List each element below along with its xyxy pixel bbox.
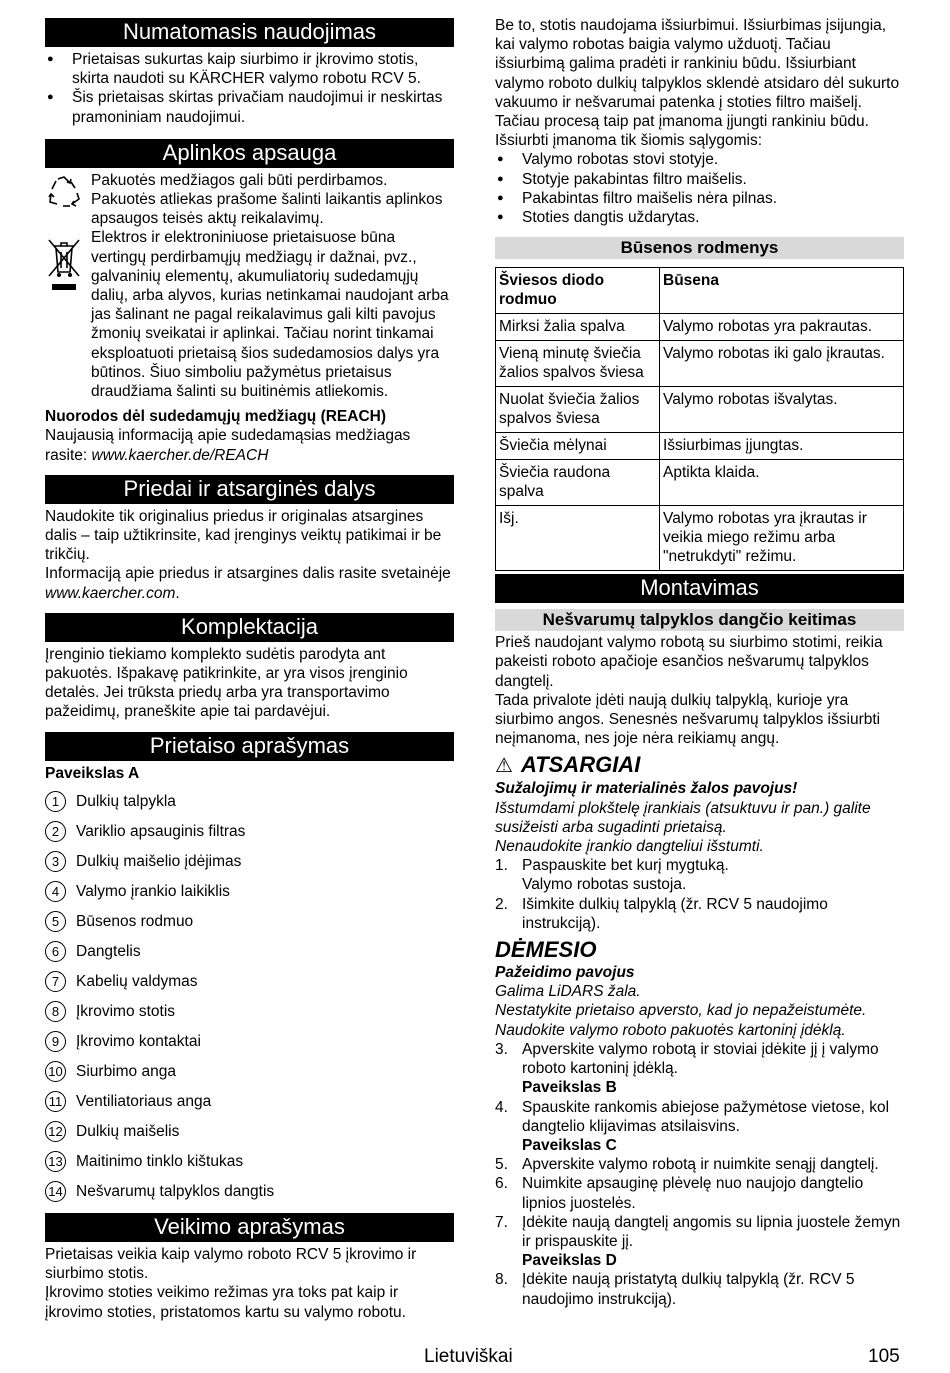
step-text: Įdėkite naują pristatytą dulkių talpyklą (žr. RCV 5 naudojimo instrukciją). [522,1271,855,1308]
section-title-status-display: Būsenos rodmenys [495,237,904,259]
suction-text-1: Be to, stotis naudojama išsiurbimui. Išsiurbimas įsijungia, kai valymo robotas baigia valymo užduotį. Tačiau išsiurbimą galima pradėti ir rankiniu būdu. Išsiurbiant valymo roboto dulkių talpyklos sklendė atsidaro dėl sukurto vakuumo ir nešvarumai patenka į stoties filtro maišelį. [495,17,900,111]
figure-label: Paveikslas B [522,1079,617,1097]
step-item [495,1098,904,1156]
accessories-text-2: Informaciją apie priedus ir atsargines dalis rasite svetainėje www.kaercher.com. [45,565,451,602]
page-number: 105 [868,1346,900,1367]
section-title-function: Veikimo aprašymas [45,1213,454,1242]
list-item: ● Šis prietaisas skirtas privačiam naudojimui ir neskirtas pramoniniam naudojimui. [45,88,454,126]
table-cell: Šviečia raudona spalva [496,460,660,506]
table-cell: Valymo robotas yra įkrautas ir veikia miego režimu arba "netrukdyti" režimu. [660,506,904,571]
caution-heading: ⚠ ATSARGIAI [495,752,641,778]
step-number: 7. [495,1213,508,1231]
item-number-badge: 14 [45,1181,66,1202]
table-row [496,433,904,460]
table-cell: Mirksi žalia spalva [496,314,660,341]
caution-text-1: Išstumdami plokštelę įrankiais (atsuktuvu ir pan.) galite susižeisti arba sugadinti prietaisą. [495,799,871,836]
component-item [45,847,454,877]
suction-text-2: Tačiau procesą taip pat įmanoma įjungti rankiniu būdu. Išsiurbti įmanoma tik šiomis sąlygomis: [495,113,869,150]
table-header-row [496,268,904,314]
footer-language: Lietuviškai [424,1346,513,1367]
component-item [45,1057,454,1087]
conditions-list [495,150,904,227]
component-label: Valymo įrankio laikiklis [76,883,230,901]
step-result: Valymo robotas sustoja. [522,876,687,894]
step-number: 3. [495,1040,508,1058]
item-number-badge: 3 [45,851,66,872]
list-item: ● Stotyje pakabintas filtro maišelis. [495,170,904,189]
component-item [45,1117,454,1147]
item-number-badge: 6 [45,941,66,962]
list-item: ● Stoties dangtis uždarytas. [495,208,904,227]
steps-list-a [495,856,904,933]
item-number-badge: 1 [45,791,66,812]
component-label: Įkrovimo kontaktai [76,1033,201,1051]
table-row [496,387,904,433]
component-item [45,1087,454,1117]
step-item [495,895,904,933]
step-item [495,1174,904,1212]
table-cell: Valymo robotas yra pakrautas. [660,314,904,341]
left-column [45,16,454,1322]
component-list [45,787,454,1207]
step-item [495,1155,904,1174]
step-text: Paspauskite bet kurį mygtuką. [522,857,729,875]
reach-link[interactable]: www.kaercher.de/REACH [91,446,269,464]
figure-label: Paveikslas A [45,764,140,782]
notice-text-2: Nestatykite prietaiso apversto, kad jo nepažeistumėte. Naudokite valymo roboto pakuotės kartoninį įdėklą. [495,1002,867,1039]
component-label: Dulkių talpykla [76,793,176,811]
notice-subtitle: Pažeidimo pavojus [495,964,635,982]
function-text-2: Įkrovimo stoties veikimo režimas yra toks pat kaip ir įkrovimo stoties, pristatomos kartu su valymo robotu. [45,1284,406,1321]
table-cell: Valymo robotas iki galo įkrautas. [660,341,904,387]
weee-row [45,228,454,401]
kaercher-link[interactable]: www.kaercher.com [45,584,176,602]
item-number-badge: 9 [45,1031,66,1052]
step-number: 8. [495,1271,508,1289]
table-cell: Išsiurbimas įjungtas. [660,433,904,460]
scope-text: Įrenginio tiekiamo komplekto sudėtis parodyta ant pakuotės. Išpakavę patikrinkite, ar yra visos įrenginio detalės. Jei trūksta priedų arba yra transportavimo pažeidimų, praneškite apie tai pardavėjui. [45,645,408,721]
status-table [495,267,904,571]
section-title-intended-use: Numatomasis naudojimas [45,18,454,47]
component-label: Dulkių maišelio įdėjimas [76,853,242,871]
item-number-badge: 5 [45,911,66,932]
table-cell: Aptikta klaida. [660,460,904,506]
item-number-badge: 2 [45,821,66,842]
list-item: ● Valymo robotas stovi stotyje. [495,150,904,169]
section-title-installation: Montavimas [495,574,904,603]
item-number-badge: 10 [45,1061,66,1082]
item-number-badge: 11 [45,1091,66,1112]
component-label: Dangtelis [76,943,141,961]
table-header-cell: Šviesos diodo rodmuo [496,268,660,314]
notice-text-1: Galima LiDARS žala. [495,983,641,1001]
weee-text: Elektros ir elektroniniuose prietaisuose būna vertingų perdirbamųjų medžiagų ir dažnai, pvz., galvaninių elementų, akumuliatorių sudedamųjų dalių, arba alyvos, kurias netinkamai naudojant arba jas šalinant ne pagal reikalavimus gali kilti pavojus žmonių sveikatai ir aplinkai. Tačiau norint tinkamai eksploatuoti prietaisą šios sudedamosios dalys yra būtinos. Šiuo simboliu pažymėtus prietaisus draudžiama šalinti su buitinėmis atliekomis. [91,229,449,401]
step-number: 6. [495,1175,508,1193]
intended-use-list [45,50,454,127]
recycling-icon [45,173,83,216]
table-cell: Nuolat šviečia žalios spalvos šviesa [496,387,660,433]
component-label: Variklio apsauginis filtras [76,823,246,841]
step-text: Spauskite rankomis abiejose pažymėtose vietose, kol dangtelio klijavimas atsilaisvins. [522,1098,890,1135]
accessories-text-1: Naudokite tik originalius priedus ir originalas atsargines dalis – taip užtikrinsite, kad įrenginys veiktų patikimai ir be trikčių. [45,507,442,564]
caution-text-2: Nenaudokite įrankio dangteliui išstumti. [495,838,764,856]
component-item [45,1147,454,1177]
step-item [495,1213,904,1271]
component-item [45,937,454,967]
right-column [495,16,904,1309]
table-cell: Išj. [496,506,660,571]
function-text-1: Prietaisas veikia kaip valymo roboto RCV 5 įkrovimo ir siurbimo stotis. [45,1245,417,1283]
component-label: Kabelių valdymas [76,973,198,991]
table-row [496,460,904,506]
table-cell: Vieną minutę šviečia žalios spalvos šviesa [496,341,660,387]
step-item [495,856,904,894]
step-number: 4. [495,1098,508,1116]
section-title-device-description: Prietaiso aprašymas [45,732,454,761]
component-item [45,817,454,847]
notice-heading: DĖMESIO [495,937,597,963]
component-label: Maitinimo tinklo kištukas [76,1153,244,1171]
step-text: Nuimkite apsauginę plėvelę nuo naujojo dangtelio lipnios juostelės. [522,1175,864,1212]
component-label: Įkrovimo stotis [76,1003,176,1021]
item-number-badge: 13 [45,1151,66,1172]
reach-heading: Nuorodos dėl sudedamųjų medžiagų (REACH) [45,408,387,426]
component-item [45,1177,454,1207]
component-label: Nešvarumų talpyklos dangtis [76,1183,275,1201]
step-text: Įdėkite naują dangtelį angomis su lipnia juostele žemyn ir prispauskite jį. [522,1213,901,1250]
table-header-cell: Būsena [660,268,904,314]
step-text: Išimkite dulkių talpyklą (žr. RCV 5 naudojimo instrukciją). [522,895,828,932]
component-item [45,787,454,817]
reach-text: Naujausią informaciją apie sudedamąsias medžiagas rasite: www.kaercher.de/REACH [45,427,411,464]
table-cell: Valymo robotas išvalytas. [660,387,904,433]
step-text: Apverskite valymo robotą ir nuimkite senąjį dangtelį. [522,1156,879,1174]
component-item [45,997,454,1027]
component-label: Siurbimo anga [76,1063,176,1081]
item-number-badge: 4 [45,881,66,902]
table-row [496,341,904,387]
steps-list-b [495,1040,904,1309]
table-row [496,314,904,341]
section-title-environment: Aplinkos apsauga [45,139,454,168]
component-item [45,907,454,937]
component-label: Ventiliatoriaus anga [76,1093,212,1111]
step-item [495,1270,904,1308]
step-number: 2. [495,895,508,913]
step-number: 5. [495,1156,508,1174]
list-item: ● Pakabintas filtro maišelis nėra pilnas. [495,189,904,208]
section-title-accessories: Priedai ir atsarginės dalys [45,475,454,504]
component-item [45,877,454,907]
step-number: 1. [495,857,508,875]
item-number-badge: 7 [45,971,66,992]
warning-triangle-icon: ⚠ [495,755,513,778]
figure-label: Paveikslas D [522,1252,617,1270]
figure-label: Paveikslas C [522,1136,617,1154]
step-item [495,1040,904,1098]
component-label: Būsenos rodmuo [76,913,194,931]
component-item [45,1027,454,1057]
install-text-1: Prieš naudojant valymo robotą su siurbimo stotimi, reikia pakeisti roboto apačioje esančios nešvarumų talpyklos dangtelį. [495,634,883,690]
caution-subtitle: Sužalojimų ir materialinės žalos pavojus! [495,780,798,798]
item-number-badge: 8 [45,1001,66,1022]
table-row [496,506,904,571]
component-item [45,967,454,997]
packaging-text: Pakuotės medžiagos gali būti perdirbamos. Pakuotės atliekas prašome šalinti laikantis aplinkos apsaugos teisės aktų reikalavimų. [91,171,443,228]
step-text: Apverskite valymo robotą ir stoviai įdėkite jį į valymo roboto kartoninį įdėklą. [522,1040,879,1078]
item-number-badge: 12 [45,1121,66,1142]
component-label: Dulkių maišelis [76,1123,180,1141]
crossed-bin-icon [45,234,83,299]
recycling-row [45,171,454,229]
subsection-title-lid-replacement: Nešvarumų talpyklos dangčio keitimas [495,609,904,631]
table-cell: Šviečia mėlynai [496,433,660,460]
section-title-scope-of-delivery: Komplektacija [45,613,454,642]
list-item: ● Prietaisas sukurtas kaip siurbimo ir įkrovimo stotis, skirta naudoti su KÄRCHER valymo robotu RCV 5. [45,50,454,88]
install-text-2: Tada privalote įdėti naują dulkių talpyklą, kurioje yra siurbimo angos. Senesnės nešvarumų talpyklos išsiurbti neįmanoma, nes joje nėra reikiamų angų. [495,691,881,748]
